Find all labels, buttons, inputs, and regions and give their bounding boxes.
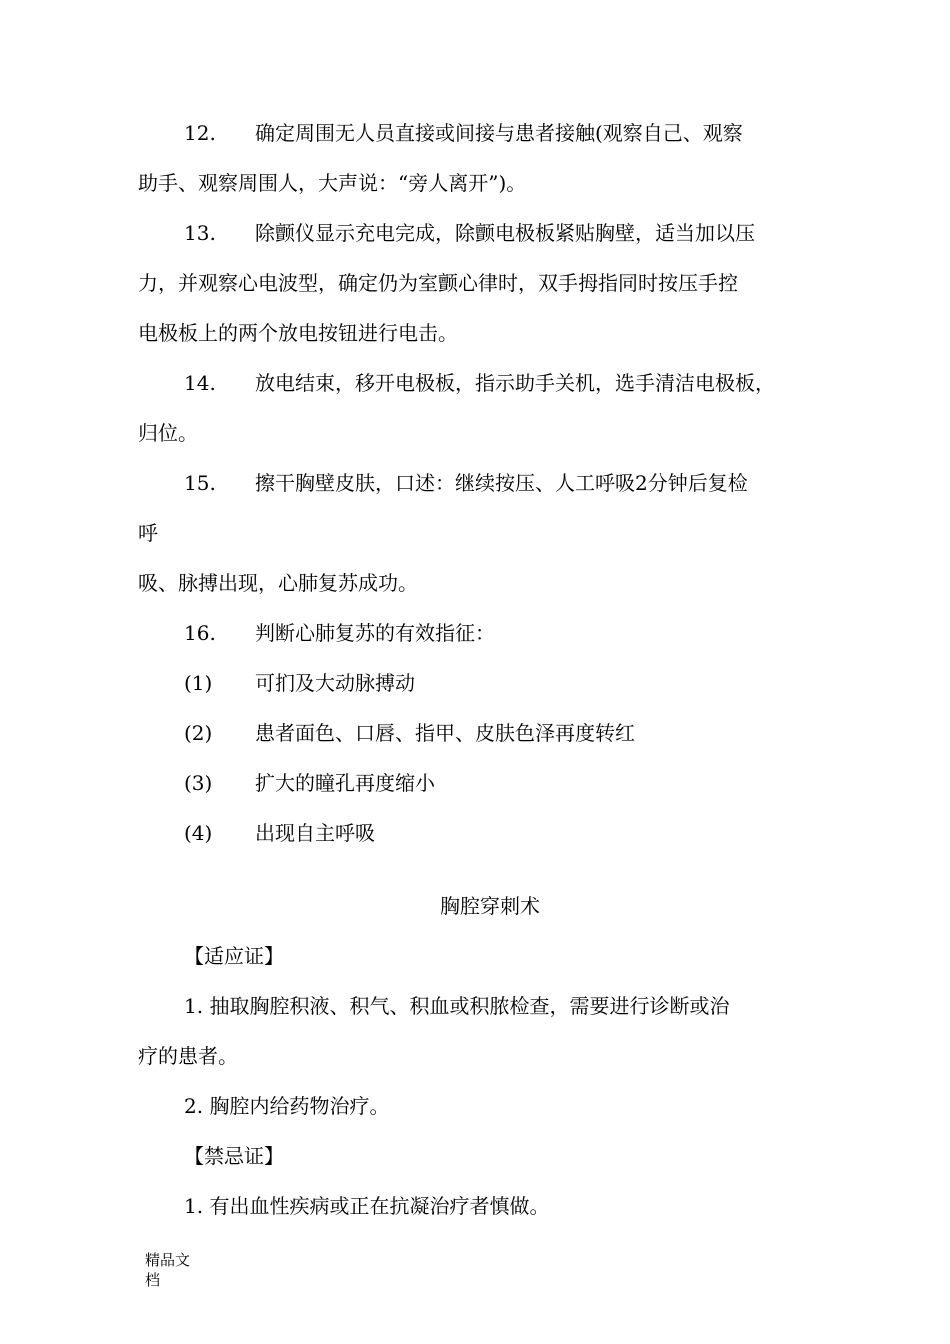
step-text-line: 放电结束，移开电极板，指示助手关机，选手清洁电极板， (255, 371, 775, 395)
indications-heading: 【适应证】 (184, 944, 284, 968)
contraindication-text-line: 1. 有出血性疾病或正在抗凝治疗者慎做。 (184, 1194, 550, 1218)
step-text-line: 归位。 (138, 421, 198, 445)
step-number: 16. (184, 621, 216, 645)
step-text-line: 力，并观察心电波型，确定仍为室颤心律时，双手拇指同时按压手控 (138, 271, 738, 295)
indication-text-line: 1. 抽取胸腔积液、积气、积血或积脓检查，需要进行诊断或治 (184, 994, 730, 1018)
footer-line: 档 (145, 1271, 161, 1289)
step-number: 14. (184, 371, 216, 395)
step-text-line: 电极板上的两个放电按钮进行电击。 (138, 321, 458, 345)
indication-text-line: 疗的患者。 (138, 1044, 238, 1068)
list-item-number: (3) (184, 771, 213, 795)
list-item-number: (1) (184, 671, 213, 695)
list-item-text: 扩大的瞳孔再度缩小 (255, 771, 435, 795)
list-item-text: 患者面色、口唇、指甲、皮肤色泽再度转红 (255, 721, 635, 745)
step-text-line: 除颤仪显示充电完成，除颤电极板紧贴胸壁，适当加以压 (255, 221, 755, 245)
step-number: 12. (184, 121, 216, 145)
step-text-line: 判断心肺复苏的有效指征： (255, 621, 495, 645)
list-item-text: 可扪及大动脉搏动 (255, 671, 415, 695)
list-item-text: 出现自主呼吸 (255, 821, 375, 845)
indication-text-line: 2. 胸腔内给药物治疗。 (184, 1094, 390, 1118)
step-number: 13. (184, 221, 216, 245)
section-title: 胸腔穿刺术 (440, 894, 540, 918)
step-text-line: 呼 (138, 521, 158, 545)
step-number: 15. (184, 471, 216, 495)
step-text-line: 擦干胸壁皮肤，口述：继续按压、人工呼吸2分钟后复检 (255, 471, 748, 495)
footer-line: 精品文 (145, 1251, 191, 1269)
list-item-number: (2) (184, 721, 213, 745)
step-text-line: 吸、脉搏出现，心肺复苏成功。 (138, 571, 418, 595)
contraindications-heading: 【禁忌证】 (184, 1144, 284, 1168)
page-footer (145, 1250, 205, 1290)
step-text-line: 助手、观察周围人，大声说：“旁人离开”)。 (138, 171, 527, 195)
step-text-line: 确定周围无人员直接或间接与患者接触(观察自己、观察 (255, 121, 743, 145)
list-item-number: (4) (184, 821, 213, 845)
